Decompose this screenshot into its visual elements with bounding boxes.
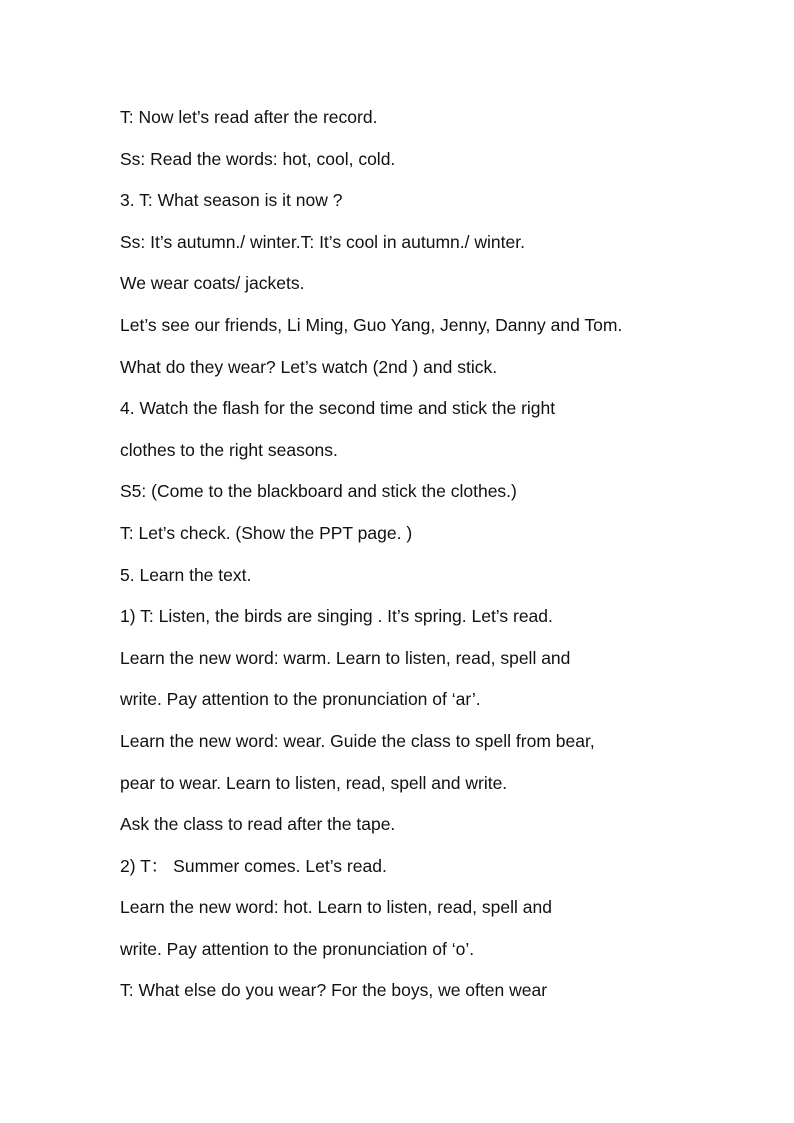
text-line: clothes to the right seasons.	[120, 439, 338, 460]
document-body	[120, 100, 740, 1015]
text-line: Let’s see our friends, Li Ming, Guo Yang, Jenny, Danny and Tom.	[120, 314, 623, 335]
text-line: Ss: Read the words: hot, cool, cold.	[120, 148, 396, 169]
text-line: Learn the new word: hot. Learn to listen, read, spell and	[120, 897, 552, 918]
text-line: T: Now let’s read after the record.	[120, 107, 378, 127]
text-line: 2) T： Summer comes. Let’s read.	[120, 855, 387, 876]
text-line: 3. T: What season is it now ?	[120, 190, 343, 211]
text-line: S5: (Come to the blackboard and stick the clothes.)	[120, 481, 517, 502]
text-line: 1) T: Listen, the birds are singing . It’s spring. Let’s read.	[120, 606, 553, 627]
text-line: T: Let’s check. (Show the PPT page. )	[120, 522, 413, 543]
text-line: 4. Watch the flash for the second time and stick the right	[120, 398, 556, 419]
text-line: Ask the class to read after the tape.	[120, 814, 396, 835]
text-line: Ss: It’s autumn./ winter.T: It’s cool in autumn./ winter.	[120, 231, 525, 252]
text-line: pear to wear. Learn to listen, read, spell and write.	[120, 772, 508, 793]
text-line: 5. Learn the text.	[120, 564, 252, 585]
text-line: What do they wear? Let’s watch (2nd ) and stick.	[120, 356, 498, 377]
text-line: Learn the new word: wear. Guide the class to spell from bear,	[120, 730, 595, 751]
text-line: Learn the new word: warm. Learn to listen, read, spell and	[120, 647, 571, 668]
text-line: We wear coats/ jackets.	[120, 273, 305, 294]
text-line: T: What else do you wear? For the boys, we often wear	[120, 980, 548, 1001]
text-line: write. Pay attention to the pronunciation of ‘o’.	[120, 938, 475, 959]
text-line: write. Pay attention to the pronunciation of ‘ar’.	[120, 689, 481, 710]
